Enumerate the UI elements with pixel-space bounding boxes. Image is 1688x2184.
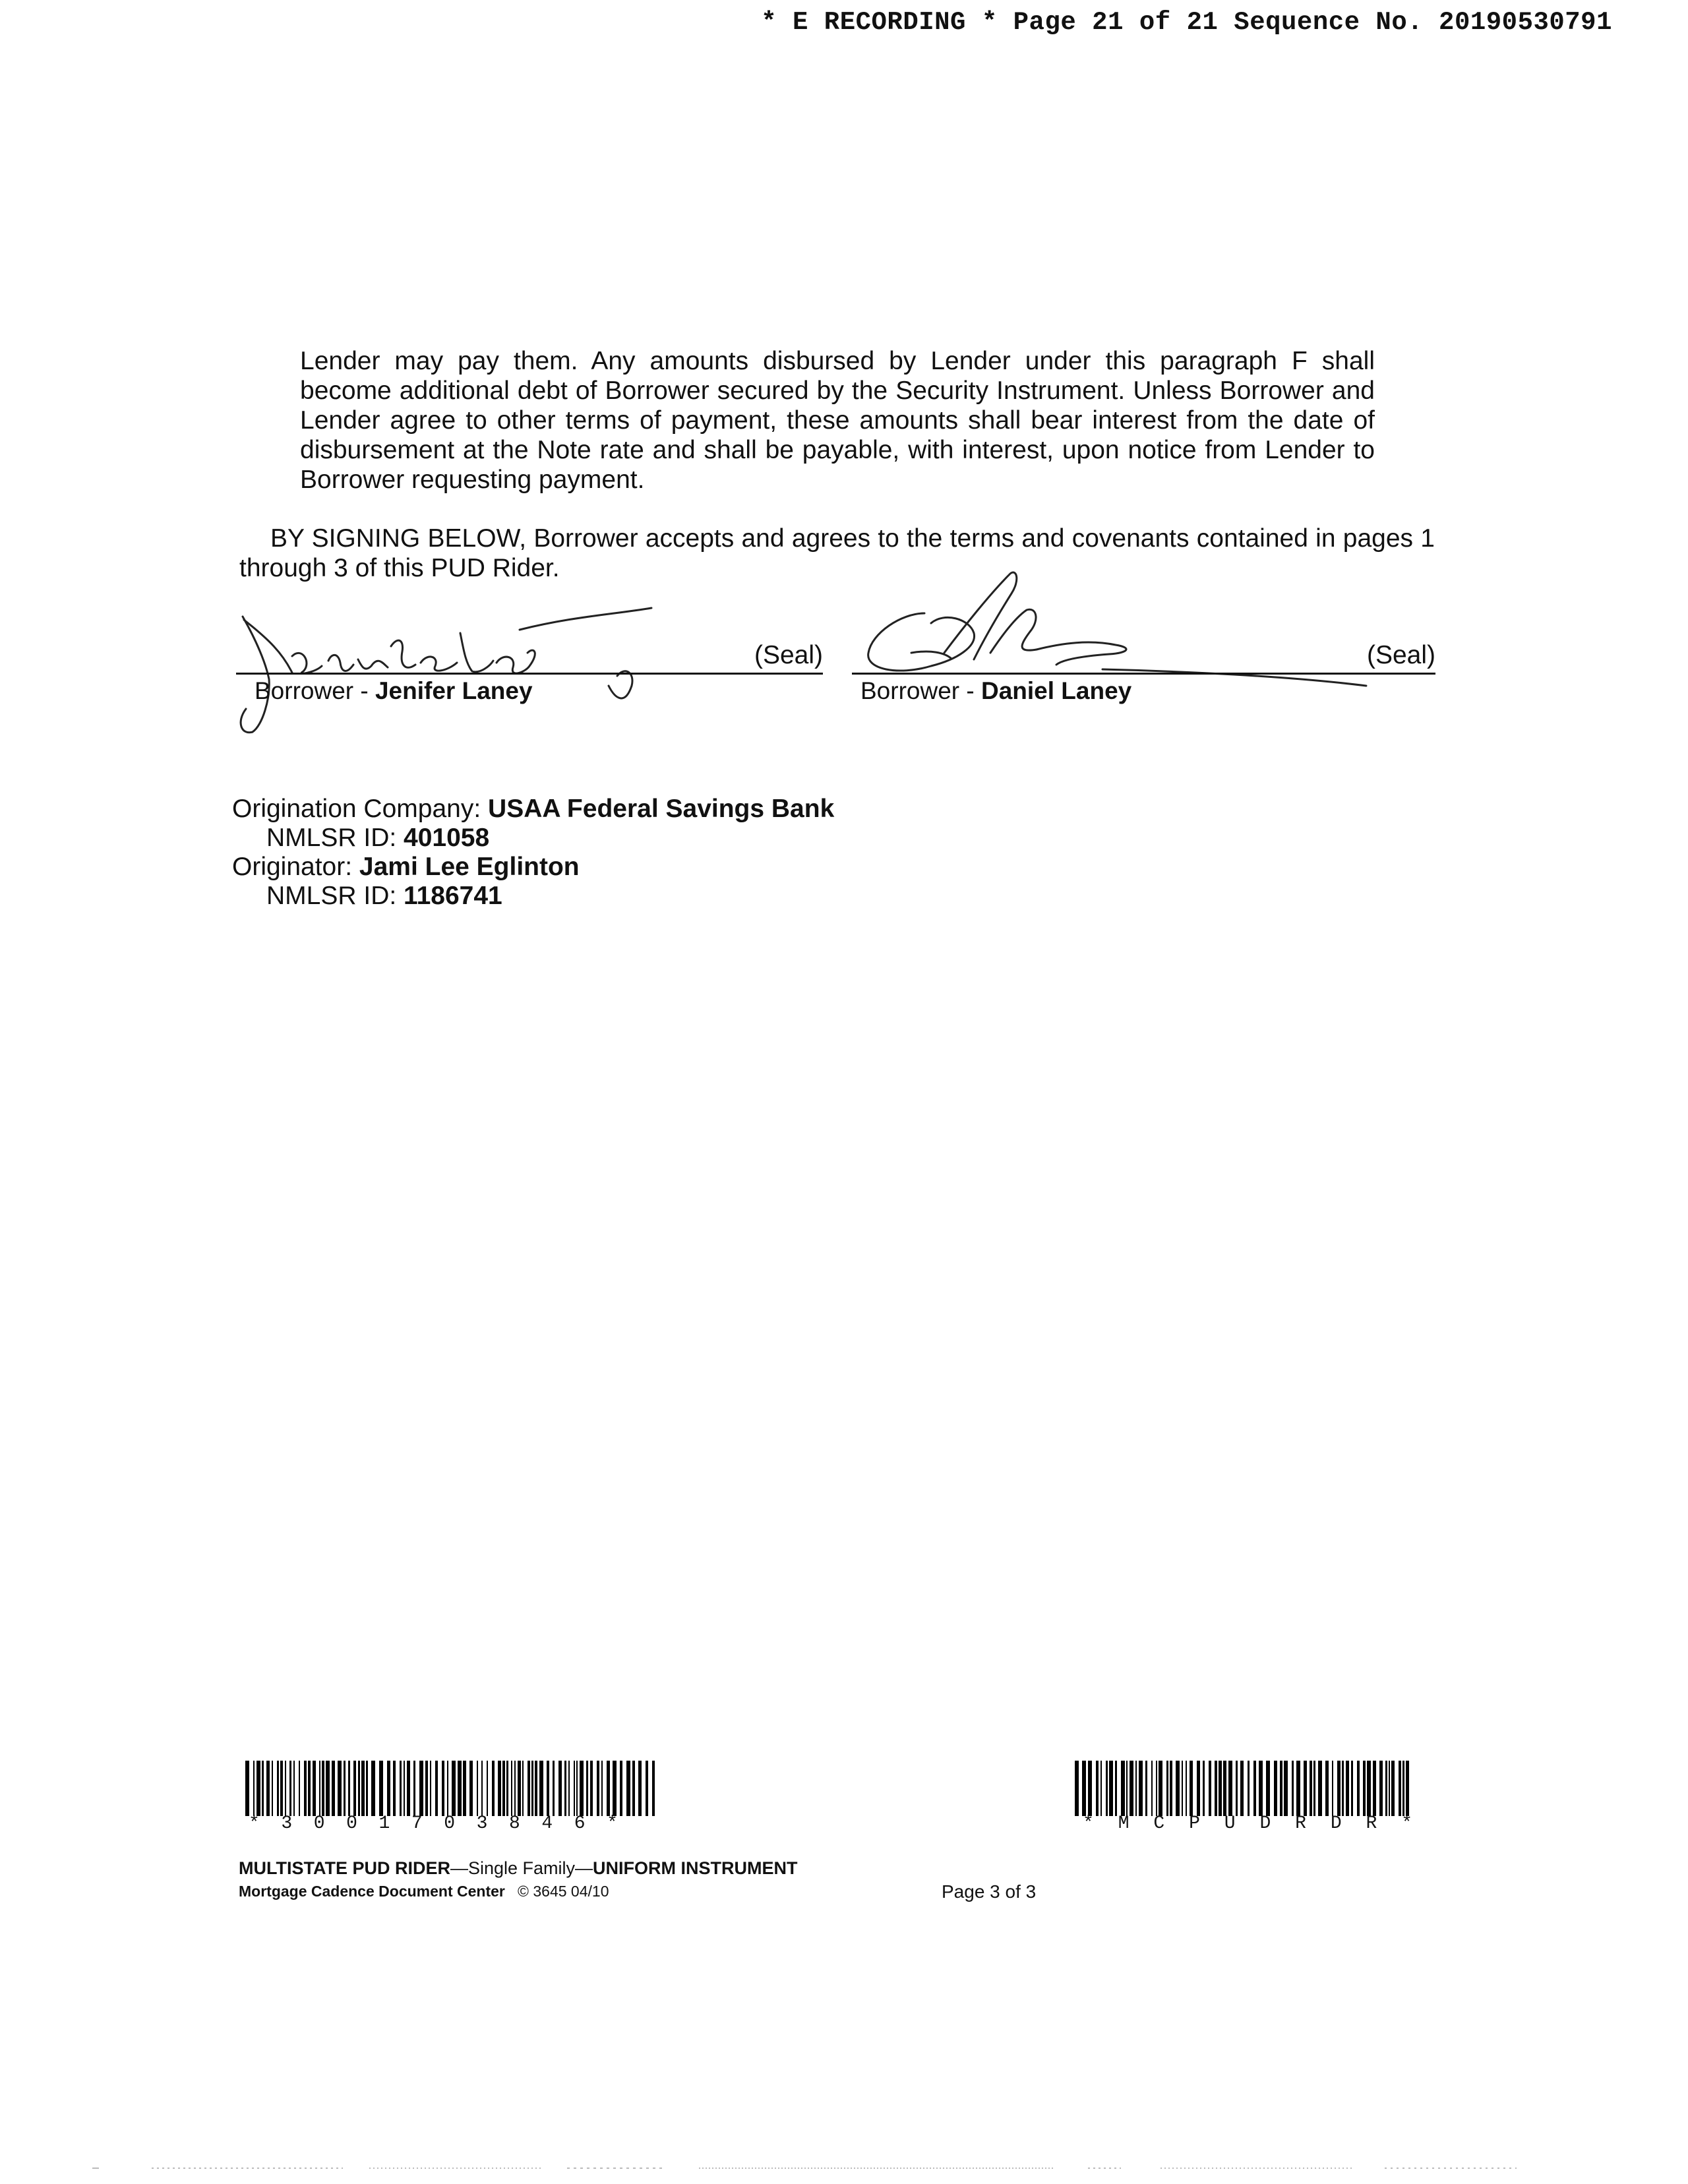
barcode-bar — [1351, 1761, 1353, 1816]
originator-nmlsr-id: 1186741 — [404, 882, 502, 910]
barcode-bar — [590, 1761, 593, 1816]
barcode-bar — [1130, 1761, 1133, 1816]
origination-company-line — [232, 795, 1023, 824]
barcode-bar — [344, 1761, 346, 1816]
barcode-bar — [442, 1761, 444, 1816]
barcode-bar — [371, 1761, 375, 1816]
barcode-bar — [393, 1761, 396, 1816]
barcode-bar — [558, 1761, 562, 1816]
form-title-part-2: —Single Family— — [450, 1858, 593, 1878]
barcode-bar — [477, 1761, 478, 1816]
barcode-right-char: D — [1330, 1813, 1342, 1834]
barcode-bar — [322, 1761, 324, 1816]
barcode-bar — [1106, 1761, 1108, 1816]
barcode-bar — [1135, 1761, 1137, 1816]
barcode-bar — [1399, 1761, 1401, 1816]
barcode-bar — [1379, 1761, 1383, 1816]
barcode-bar — [568, 1761, 570, 1816]
barcode-bar — [528, 1761, 530, 1816]
barcode-bar — [626, 1761, 630, 1816]
barcode-bar — [514, 1761, 516, 1816]
barcode-bar — [419, 1761, 423, 1816]
barcode-bar — [586, 1761, 588, 1816]
signature-line-2 — [852, 673, 1435, 675]
barcode-bar — [469, 1761, 473, 1816]
barcode-bar — [338, 1761, 342, 1816]
doc-center-name: Mortgage Cadence Document Center — [239, 1883, 505, 1900]
barcode-left-char: 4 — [541, 1813, 553, 1834]
barcode-left-bars — [245, 1761, 667, 1816]
barcode-right-char: C — [1153, 1813, 1165, 1834]
barcode-bar — [358, 1761, 360, 1816]
barcode-bar — [1240, 1761, 1244, 1816]
borrower-role-label-1: Borrower - — [255, 677, 375, 704]
signature-block-borrower-2 — [852, 607, 1435, 719]
barcode-bar — [1248, 1761, 1250, 1816]
form-title-part-1: MULTISTATE PUD RIDER — [239, 1858, 450, 1878]
barcode-bar — [1296, 1761, 1300, 1816]
barcode-bar — [266, 1761, 270, 1816]
barcode-bar — [487, 1761, 488, 1816]
barcode-bar — [1186, 1761, 1187, 1816]
barcode-bar — [620, 1761, 622, 1816]
barcode-bar — [502, 1761, 505, 1816]
barcode-bar — [1253, 1761, 1256, 1816]
barcode-bar — [564, 1761, 566, 1816]
barcode-bar — [1280, 1761, 1282, 1816]
scan-noise-strip — [0, 2162, 1688, 2175]
barcode-bar — [1139, 1761, 1143, 1816]
barcode-bar — [319, 1761, 320, 1816]
barcode-bar — [1274, 1761, 1277, 1816]
barcode-bar — [1373, 1761, 1376, 1816]
barcode-bar — [1109, 1761, 1113, 1816]
barcode-bar — [366, 1761, 368, 1816]
barcode-bar — [1332, 1761, 1333, 1816]
barcode-bar — [404, 1761, 405, 1816]
barcode-bar — [313, 1761, 316, 1816]
barcode-bar — [1284, 1761, 1288, 1816]
barcode-bar — [1151, 1761, 1153, 1816]
barcode-left-char: 8 — [509, 1813, 520, 1834]
origination-block — [232, 795, 1023, 911]
barcode-bar — [1197, 1761, 1200, 1816]
barcode-bar — [607, 1761, 610, 1816]
barcode-bar — [1219, 1761, 1222, 1816]
barcode-left-char: 6 — [574, 1813, 586, 1834]
barcode-bar — [280, 1761, 283, 1816]
barcode-bar — [1402, 1761, 1404, 1816]
barcode-bar — [332, 1761, 335, 1816]
barcode-right-char: R — [1295, 1813, 1306, 1834]
barcode-bar — [1159, 1761, 1162, 1816]
barcode-bar — [1088, 1761, 1092, 1816]
borrower-name-2: Daniel Laney — [980, 677, 1132, 704]
barcode-bar — [539, 1761, 543, 1816]
barcode-right-bars — [1075, 1761, 1424, 1816]
barcode-bar — [1121, 1761, 1125, 1816]
barcode-bar — [1406, 1761, 1409, 1816]
barcode-bar — [613, 1761, 617, 1816]
barcode-bar — [262, 1761, 264, 1816]
barcode-bar — [1363, 1761, 1366, 1816]
barcode-bar — [580, 1761, 584, 1816]
barcode-bar — [1115, 1761, 1117, 1816]
barcode-bar — [1166, 1761, 1168, 1816]
barcode-bar — [1100, 1761, 1102, 1816]
barcode-bar — [1190, 1761, 1193, 1816]
signature-caption-1 — [255, 677, 533, 705]
barcode-bar — [1318, 1761, 1322, 1816]
barcode-bar — [1367, 1761, 1371, 1816]
borrower-name-1: Jenifer Laney — [375, 677, 533, 704]
barcode-bar — [452, 1761, 456, 1816]
barcode-bar — [547, 1761, 549, 1816]
barcode-left-char: 1 — [378, 1813, 390, 1834]
signature-caption-2 — [860, 677, 1131, 705]
barcode-bar — [308, 1761, 311, 1816]
barcode-bar — [638, 1761, 642, 1816]
barcode-left-char: * — [607, 1813, 618, 1834]
signing-statement-text: BY SIGNING BELOW, Borrower accepts and agrees to the terms and covenants contained in pages 1 through 3 of this PUD Rider. — [239, 524, 1435, 582]
barcode-bar — [646, 1761, 648, 1816]
barcode-bar — [1126, 1761, 1128, 1816]
barcode-bar — [1337, 1761, 1341, 1816]
barcode-bar — [1082, 1761, 1086, 1816]
barcode-bar — [506, 1761, 508, 1816]
barcode-bar — [1075, 1761, 1079, 1816]
barcode-bar — [293, 1761, 295, 1816]
barcode-bar — [458, 1761, 462, 1816]
page-number: Page 3 of 3 — [942, 1881, 1037, 1902]
barcode-left — [245, 1761, 667, 1834]
form-title — [239, 1858, 798, 1879]
barcode-bar — [492, 1761, 495, 1816]
barcode-bar — [1182, 1761, 1183, 1816]
originator-name: Jami Lee Eglinton — [359, 853, 580, 881]
barcode-bar — [353, 1761, 356, 1816]
barcode-bar — [272, 1761, 273, 1816]
barcode-bar — [632, 1761, 635, 1816]
barcode-bar — [576, 1761, 578, 1816]
barcode-bar — [1266, 1761, 1270, 1816]
barcode-bar — [1096, 1761, 1099, 1816]
seal-label-1: (Seal) — [754, 641, 823, 669]
barcode-bar — [522, 1761, 524, 1816]
barcode-right-char: * — [1401, 1813, 1412, 1834]
barcode-right-char: P — [1189, 1813, 1200, 1834]
barcode-bar — [289, 1761, 291, 1816]
barcode-bar — [511, 1761, 512, 1816]
barcode-bar — [407, 1761, 410, 1816]
barcode-bar — [361, 1761, 365, 1816]
barcode-bar — [379, 1761, 383, 1816]
barcode-left-char: 3 — [281, 1813, 293, 1834]
barcode-bar — [1215, 1761, 1217, 1816]
originator-line — [232, 853, 1023, 882]
barcode-bar — [597, 1761, 599, 1816]
barcode-bar — [1313, 1761, 1315, 1816]
originator-nmlsr-label: NMLSR ID: — [266, 882, 404, 910]
form-doc-center — [239, 1883, 609, 1900]
borrower-role-label-2: Borrower - — [860, 677, 981, 704]
barcode-bar — [348, 1761, 350, 1816]
barcode-bar — [299, 1761, 300, 1816]
barcode-bar — [518, 1761, 521, 1816]
signature-line-1 — [236, 673, 823, 675]
company-nmlsr-label: NMLSR ID: — [266, 824, 404, 852]
barcode-bar — [1310, 1761, 1312, 1816]
barcode-bar — [256, 1761, 260, 1816]
barcode-bar — [1203, 1761, 1205, 1816]
barcode-left-digits — [249, 1813, 618, 1834]
barcode-bar — [253, 1761, 255, 1816]
company-nmlsr-id: 401058 — [404, 824, 490, 852]
barcode-left-char: 0 — [313, 1813, 325, 1834]
barcode-bar — [1223, 1761, 1226, 1816]
barcode-bar — [1385, 1761, 1387, 1816]
barcode-bar — [463, 1761, 466, 1816]
barcode-bar — [430, 1761, 431, 1816]
barcode-bar — [1259, 1761, 1263, 1816]
barcode-bar — [425, 1761, 428, 1816]
rider-paragraph-f-continuation: Lender may pay them. Any amounts disbursed by Lender under this paragraph F shall become additional debt of Borrower secured by the Security Instrument. Unless Borrower and Lender agree to other terms of payment, these amounts shall bear interest from the date of disbursement at the Note rate and shall be payable, with interest, upon notice from Lender to Borrower requesting payment. — [300, 347, 1375, 494]
form-title-part-3: UNIFORM INSTRUMENT — [593, 1858, 798, 1878]
barcode-right-char: D — [1259, 1813, 1271, 1834]
signature-block-borrower-1 — [236, 607, 823, 719]
barcode-bar — [1325, 1761, 1329, 1816]
barcode-bar — [1176, 1761, 1180, 1816]
barcode-bar — [531, 1761, 533, 1816]
company-nmlsr-line — [232, 824, 1023, 853]
barcode-left-char: 0 — [444, 1813, 456, 1834]
barcode-left-char: 7 — [411, 1813, 423, 1834]
barcode-bar — [652, 1761, 655, 1816]
barcode-left-char: 3 — [476, 1813, 488, 1834]
seal-label-2: (Seal) — [1366, 641, 1435, 669]
barcode-bar — [447, 1761, 448, 1816]
barcode-left-char: * — [249, 1813, 260, 1834]
barcode-bar — [498, 1761, 501, 1816]
origination-company-name: USAA Federal Savings Bank — [488, 795, 835, 823]
barcode-right-char: * — [1083, 1813, 1094, 1834]
barcode-bar — [387, 1761, 390, 1816]
barcode-bar — [1389, 1761, 1390, 1816]
barcode-bar — [1357, 1761, 1360, 1816]
barcode-right-char: U — [1224, 1813, 1236, 1834]
barcode-bar — [1304, 1761, 1307, 1816]
barcode-bar — [1346, 1761, 1349, 1816]
barcode-right — [1075, 1761, 1424, 1834]
barcode-left-char: 0 — [346, 1813, 357, 1834]
barcode-right-digits — [1083, 1813, 1412, 1834]
barcode-bar — [553, 1761, 555, 1816]
barcode-right-char: M — [1118, 1813, 1130, 1834]
barcode-bar — [535, 1761, 537, 1816]
barcode-bar — [1145, 1761, 1147, 1816]
barcode-right-char: R — [1366, 1813, 1377, 1834]
barcode-bar — [1236, 1761, 1238, 1816]
barcode-bar — [1170, 1761, 1172, 1816]
barcode-bar — [285, 1761, 286, 1816]
barcode-bar — [481, 1761, 483, 1816]
barcode-bar — [1228, 1761, 1232, 1816]
barcode-bar — [245, 1761, 249, 1816]
barcode-bar — [304, 1761, 307, 1816]
barcode-bar — [277, 1761, 279, 1816]
barcode-bar — [1209, 1761, 1211, 1816]
barcode-bar — [413, 1761, 415, 1816]
barcode-bar — [1391, 1761, 1395, 1816]
recording-header: * E RECORDING * Page 21 of 21 Sequence No. 20190530791 — [761, 8, 1612, 37]
barcode-bar — [601, 1761, 603, 1816]
barcode-bar — [1156, 1761, 1157, 1816]
barcode-bar — [1292, 1761, 1294, 1816]
barcode-bar — [400, 1761, 402, 1816]
barcode-bar — [435, 1761, 438, 1816]
barcode-bar — [326, 1761, 330, 1816]
origination-company-label: Origination Company: — [232, 795, 489, 823]
originator-nmlsr-line — [232, 882, 1023, 911]
barcode-bar — [1342, 1761, 1344, 1816]
originator-label: Originator: — [232, 853, 359, 881]
form-copyright-code: © 3645 04/10 — [518, 1883, 609, 1900]
barcode-bar — [574, 1761, 575, 1816]
